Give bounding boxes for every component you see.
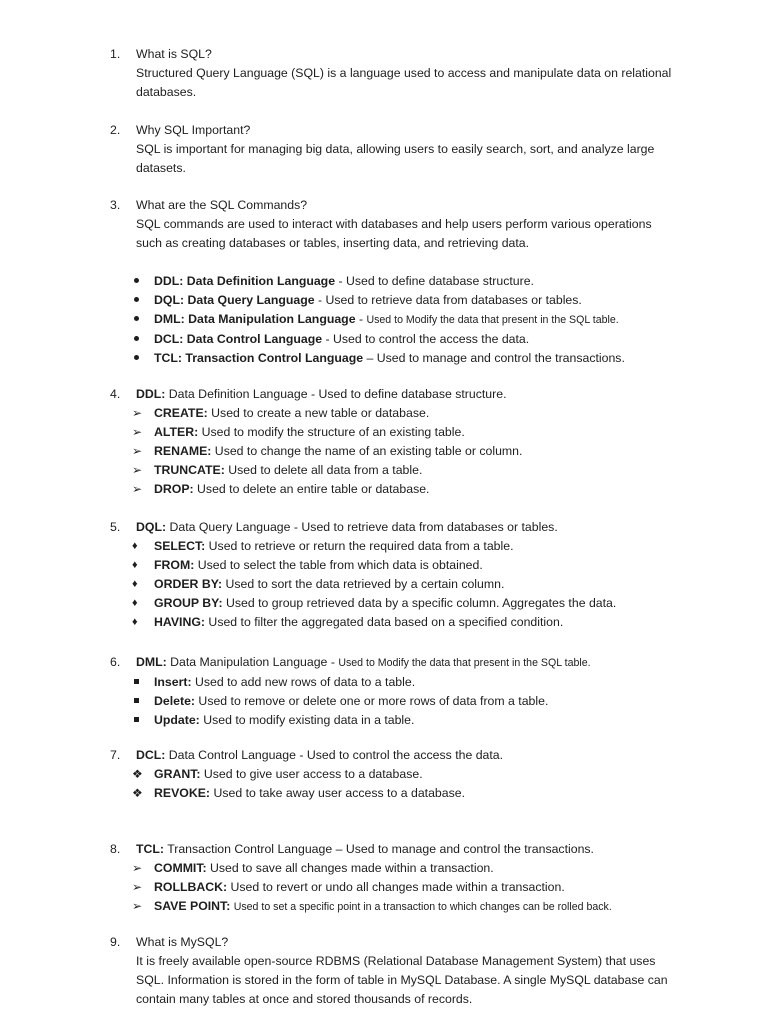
- dql-command-list: [132, 537, 708, 632]
- list-item: ♦ ORDER BY: Used to sort the data retrieved by a certain column.: [154, 575, 708, 594]
- bullet-icon: [132, 291, 148, 310]
- bullet-icon: [132, 349, 148, 368]
- item-number: 5.: [110, 520, 121, 534]
- arrow-bullet-icon: ➢: [132, 444, 143, 458]
- item-number: 7.: [110, 748, 121, 762]
- list-item: ➢ COMMIT: Used to save all changes made within a transaction.: [154, 859, 708, 878]
- item-number: 1.: [110, 47, 121, 61]
- diamond-bullet-icon: ♦: [132, 578, 138, 590]
- qa-item-1: [110, 45, 708, 102]
- arrow-bullet-icon: ➢: [132, 861, 143, 875]
- list-item: ♦ SELECT: Used to retrieve or return the required data from a table.: [154, 537, 708, 556]
- list-item: ❖ GRANT: Used to give user access to a database.: [154, 765, 708, 784]
- answer-line: databases.: [136, 85, 197, 99]
- qa-item-4: [110, 385, 708, 499]
- diamond-bullet-icon: ♦: [132, 616, 138, 628]
- dcl-command-list: [132, 765, 708, 803]
- list-item: ♦ HAVING: Used to filter the aggregated data based on a specified condition.: [154, 613, 708, 632]
- ddl-command-list: [132, 404, 708, 499]
- answer-line: such as creating databases or tables, inserting data, and retrieving data.: [136, 236, 530, 250]
- dml-command-list: [154, 673, 708, 730]
- command-list: [154, 272, 708, 368]
- list-item: ♦ FROM: Used to select the table from which data is obtained.: [154, 556, 708, 575]
- list-item: DML: Data Manipulation Language - Used to Modify the data that present in the SQL table.: [154, 310, 708, 330]
- arrow-bullet-icon: ➢: [132, 482, 143, 496]
- list-item: Insert: Used to add new rows of data to a table.: [154, 673, 708, 692]
- arrow-bullet-icon: ➢: [132, 463, 143, 477]
- item-number: 2.: [110, 123, 121, 137]
- question-title: Why SQL Important?: [136, 123, 251, 137]
- arrow-bullet-icon: ➢: [132, 425, 143, 439]
- qa-item-6: [110, 653, 708, 730]
- question-title: What is SQL?: [136, 47, 212, 61]
- bullet-icon: [132, 310, 148, 329]
- section-heading: DQL: Data Query Language - Used to retrieve data from databases or tables.: [136, 520, 558, 534]
- answer-line: SQL. Information is stored in the form of table in MySQL Database. A single MySQL database can: [136, 973, 668, 987]
- square-bullet-icon: [132, 673, 148, 692]
- section-heading: DML: Data Manipulation Language - Used to Modify the data that present in the SQL table.: [136, 655, 591, 669]
- answer-line: SQL is important for managing big data, allowing users to easily search, sort, and analyze large: [136, 142, 655, 156]
- tcl-command-list: [132, 859, 708, 917]
- section-heading: TCL: Transaction Control Language – Used to manage and control the transactions.: [136, 842, 594, 856]
- list-item: ➢ ROLLBACK: Used to revert or undo all changes made within a transaction.: [154, 878, 708, 897]
- item-number: 3.: [110, 198, 121, 212]
- qa-item-5: [110, 518, 708, 632]
- list-item: DQL: Data Query Language - Used to retrieve data from databases or tables.: [154, 291, 708, 310]
- arrow-bullet-icon: ➢: [132, 406, 143, 420]
- item-number: 6.: [110, 655, 121, 669]
- section-heading: DCL: Data Control Language - Used to control the access the data.: [136, 748, 504, 762]
- question-title: What is MySQL?: [136, 935, 229, 949]
- qa-item-3: [110, 196, 708, 368]
- list-item: ➢ CREATE: Used to create a new table or database.: [154, 404, 708, 423]
- clover-bullet-icon: ❖: [132, 767, 143, 781]
- section-heading: DDL: Data Definition Language - Used to define database structure.: [136, 387, 507, 401]
- item-number: 4.: [110, 387, 121, 401]
- arrow-bullet-icon: ➢: [132, 880, 143, 894]
- diamond-bullet-icon: ♦: [132, 597, 138, 609]
- arrow-bullet-icon: ➢: [132, 899, 143, 913]
- qa-item-7: [110, 746, 708, 803]
- answer-line: It is freely available open-source RDBMS (Relational Database Management System) that uses: [136, 954, 656, 968]
- list-item: ➢ RENAME: Used to change the name of an existing table or column.: [154, 442, 708, 461]
- qa-item-8: [110, 840, 708, 917]
- list-item: ➢ ALTER: Used to modify the structure of an existing table.: [154, 423, 708, 442]
- bullet-icon: [132, 272, 148, 291]
- diamond-bullet-icon: ♦: [132, 540, 138, 552]
- answer-line: Structured Query Language (SQL) is a language used to access and manipulate data on relational: [136, 66, 672, 80]
- list-item: ➢ TRUNCATE: Used to delete all data from a table.: [154, 461, 708, 480]
- clover-bullet-icon: ❖: [132, 786, 143, 800]
- list-item: DCL: Data Control Language - Used to control the access the data.: [154, 330, 708, 349]
- item-number: 8.: [110, 842, 121, 856]
- square-bullet-icon: [132, 711, 148, 730]
- list-item: ➢ DROP: Used to delete an entire table or database.: [154, 480, 708, 499]
- list-item: Delete: Used to remove or delete one or more rows of data from a table.: [154, 692, 708, 711]
- bullet-icon: [132, 330, 148, 349]
- item-number: 9.: [110, 935, 121, 949]
- square-bullet-icon: [132, 692, 148, 711]
- diamond-bullet-icon: ♦: [132, 559, 138, 571]
- list-item: ➢ SAVE POINT: Used to set a specific point in a transaction to which changes can be rolled back.: [154, 897, 708, 917]
- answer-line: contain many tables at once and stored thousands of records.: [136, 992, 473, 1006]
- qa-item-2: [110, 121, 708, 178]
- question-title: What are the SQL Commands?: [136, 198, 308, 212]
- answer-line: datasets.: [136, 161, 186, 175]
- list-item: ❖ REVOKE: Used to take away user access to a database.: [154, 784, 708, 803]
- list-item: DDL: Data Definition Language - Used to define database structure.: [154, 272, 708, 291]
- list-item: TCL: Transaction Control Language – Used to manage and control the transactions.: [154, 349, 708, 368]
- list-item: Update: Used to modify existing data in a table.: [154, 711, 708, 730]
- answer-line: SQL commands are used to interact with databases and help users perform various operations: [136, 217, 652, 231]
- qa-item-9: [110, 933, 708, 1009]
- list-item: ♦ GROUP BY: Used to group retrieved data by a specific column. Aggregates the data.: [154, 594, 708, 613]
